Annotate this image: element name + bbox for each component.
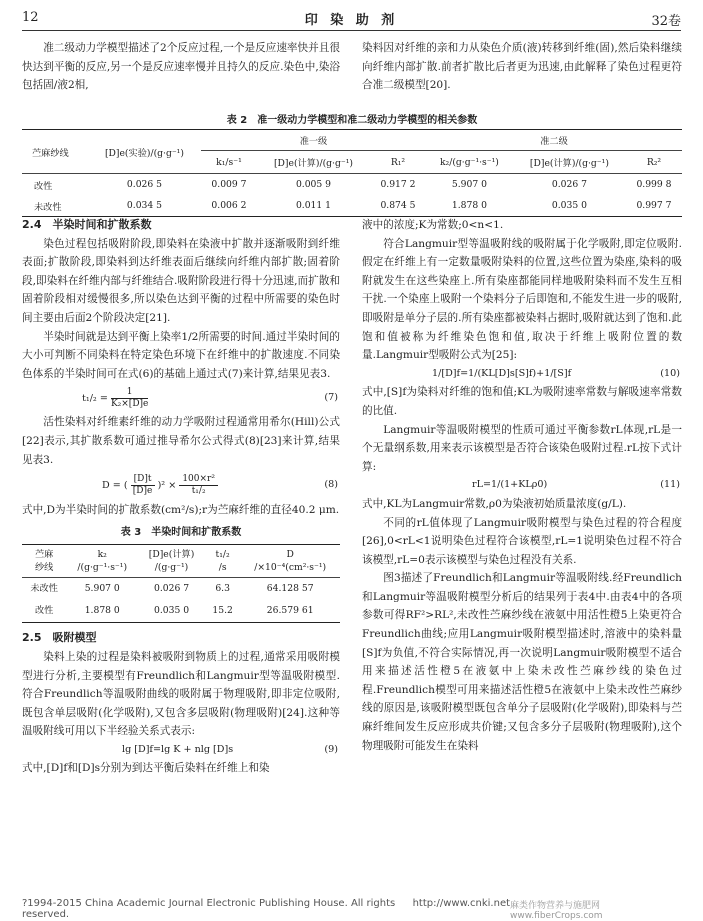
table-cell: 5.907 0 (84, 583, 120, 595)
equation-lhs: D = ( (102, 479, 128, 491)
paragraph: 染色过程包括吸附阶段,即染料在染液中扩散并逐渐吸附到纤维表面;扩散阶段,即染料到达纤维表面后继续向纤维内部扩散;固着阶段,即染料在纤维内部与纤维结合.吸附阶段进行得十分迅速,而扩散和固着阶段相对缓慢很多,所以染色达到平衡的过程中所需要的染色时间主要由后面2个阶段决定[21]. (22, 237, 340, 324)
paragraph: 式中,[S]f为染料对纤维的饱和值;KL为吸附速率常数与解吸速率常数的比值. (362, 386, 682, 417)
table-cell: 0.035 0 (551, 200, 587, 211)
section-heading-2-4: 2.4 半染时间和扩散系数 (22, 218, 152, 231)
col-header-yarn: 苎麻纱线 (22, 130, 88, 174)
paragraph: 准二级动力学模型描述了2个反应过程,一个是反应速率快并且很快达到平衡的反应,另一个是反应速率慢并且持久的反应.染色中,染浴包括固/液2相, (22, 42, 340, 92)
table-cell: 0.005 9 (295, 179, 332, 190)
table-cell: 0.026 7 (551, 179, 587, 190)
paragraph: 半染时间就是达到平衡上染率1/2所需要的时间.通过半染时间的大小可判断不同染料在特定染色环境下在纤维中的扩散速度.不同染色体系的半染时间可在式(6)的基础上通过式(7)来计算,结果见表3. (22, 330, 340, 380)
table-cell: 0.026 7 (153, 583, 190, 595)
table-cell: 改性 (34, 605, 54, 617)
paragraph: 图3描述了Freundlich和Langmuir等温吸附线.经Freundlich和Langmuir等温吸附模型分析后的结果列于表4中.由表4中的各项参数可得RF²>RL²,未改性苎麻纱线在液氨中用活性橙5上染更符合Freundlich曲线;应用Langmuir吸附模型描述时,溶液中的染料量[S]f为负值,不符合实际情况,再一次说明Langmuir吸附模型不适合用来描述活性橙5在液氨中上染未改性苎麻纱线的染色过程.Freundlich模型可用来描述活性橙5在液氨中上染未改性苎麻纱线的原因是,该吸附模型既包含单分子层吸附(化学吸附),即染料与苎麻纤维间发生反应形成共价键;又包含多分子层吸附(物理吸附),这个物理吸附可能发生在染料 (362, 572, 682, 752)
table-cell: 0.034 5 (126, 200, 162, 211)
group-header-first-order: 准一级 (201, 130, 426, 151)
equation-number: (8) (324, 478, 338, 490)
table-cell: 0.874 5 (380, 200, 416, 211)
table-cell: 0.009 7 (211, 179, 247, 190)
equation-operator: )² × (157, 479, 177, 491)
table-cell: 未改性 (30, 583, 58, 595)
equation-9 (22, 741, 340, 760)
table-cell: 0.997 7 (636, 200, 672, 211)
table-2 (22, 111, 682, 217)
paragraph: 不同的rL值体现了Langmuir吸附模型与染色过程的符合程度[26],0<rL<1说明染色过程符合该模型,rL=1说明染色过程不符合该模型,rL=0表示该模型与染色过程没有关系. (362, 516, 682, 566)
table-cell: 64.128 57 (266, 583, 314, 595)
table-3-grid (22, 544, 340, 623)
paragraph: 染料上染的过程是染料被吸附到物质上的过程,通常采用吸附模型进行分析,主要模型有Freundlich和Langmuir型等温吸附模型.符合Freundlich等温吸附曲线的吸附属于物理吸附,即非定位吸附,既包含单层吸附(化学吸附),又包含多层吸附(物理吸附)[24].这种等温吸附线可用以下半经验关系式表示: (22, 650, 340, 738)
col-header: k₂/(g·g⁻¹·s⁻¹) (426, 151, 513, 174)
equation-11 (362, 476, 682, 495)
paragraph: 液中的浓度;K为常数;0<n<1. (362, 219, 504, 231)
paragraph: 式中,D为半染时间的扩散系数(cm²/s);r为苎麻纤维的直径40.2 μm. (22, 504, 340, 517)
paragraph: 符合Langmuir型等温吸附线的吸附属于化学吸附,即定位吸附.假定在纤维上有一定数量吸附染料的位置,这些位置为染座,染料的吸附就发生在这些染座上.所有染座都能同样地吸附染料而不发生互相干扰.一个染座上吸附一个染料分子后即饱和,不能发生进一步的吸附,即吸附是单分子层的.所有染座都被染料占据时,吸附就达到了饱和.此饱和值被称为纤维染色饱和值,取决于纤维上吸附位置的数量.Langmuir型吸附公式为[25]: (362, 237, 682, 362)
paragraph: 式中,KL为Langmuir常数,ρ0为染液初始质量浓度(g/L). (362, 497, 627, 510)
table-cell: 1.878 0 (451, 200, 487, 211)
group-header-second-order: 准二级 (426, 130, 682, 151)
right-column (362, 216, 682, 755)
top-left-text (22, 39, 340, 95)
denominator: t₁/₂ (191, 485, 206, 496)
table-cell: 0.026 5 (126, 179, 162, 190)
volume-label: 32卷 (651, 14, 681, 29)
equation-body: 1/[D]f=1/(KL[D]s[S]f)+1/[S]f (432, 367, 572, 379)
page-number: 12 (22, 10, 39, 25)
table-cell: 改性 (34, 180, 53, 192)
numerator: 100×r² (179, 474, 218, 486)
table-2-caption: 表 2 准一级动力学模型和准二级动力学模型的相关参数 (226, 115, 478, 126)
table-cell: 5.907 0 (451, 179, 487, 190)
numerator: [D]t (131, 474, 155, 486)
col-header: 苎麻 纱线 (22, 545, 66, 578)
col-header: R₂² (626, 151, 682, 174)
table-row (22, 195, 682, 217)
equation-number: (11) (660, 479, 680, 491)
top-right-text (362, 39, 682, 95)
equation-lhs: t₁/₂ = (82, 392, 108, 404)
col-header: k₁/s⁻¹ (201, 151, 257, 174)
equation-8 (22, 469, 340, 501)
numerator: 1 (111, 387, 148, 399)
table-cell: 未改性 (34, 201, 62, 213)
col-header: D /×10⁻⁴(cm²·s⁻¹) (240, 545, 340, 578)
table-row (22, 174, 682, 196)
col-header: R₁² (370, 151, 426, 174)
table-cell: 1.878 0 (84, 605, 120, 617)
table-cell: 0.006 2 (211, 200, 247, 211)
col-header: t₁/₂ /s (205, 545, 240, 578)
table-row (22, 578, 340, 601)
col-header: [D]e(计算)/(g·g⁻¹) (513, 151, 626, 174)
copyright-notice: ?1994-2015 China Academic Journal Electronic Publishing House. All rights reserved. (22, 898, 396, 920)
col-header: [D]e(计算) /(g·g⁻¹) (138, 545, 205, 578)
fraction (179, 474, 218, 497)
fraction (111, 387, 148, 410)
table-cell: 0.999 8 (636, 179, 672, 190)
col-header: k₂ /(g·g⁻¹·s⁻¹) (66, 545, 138, 578)
table-2-grid (22, 129, 682, 217)
col-header-de-exp: [D]e(实验)/(g·g⁻¹) (88, 130, 201, 174)
denominator: [D]e (132, 485, 153, 496)
table-3 (22, 524, 340, 624)
equation-body: rL=1/(1+KLρ0) (472, 479, 548, 491)
table-cell: 6.3 (215, 583, 230, 595)
equation-10 (362, 365, 682, 384)
fraction (131, 474, 155, 497)
equation-body: lg [D]f=lg K + nlg [D]s (122, 743, 234, 755)
table-3-caption: 表 3 半染时间和扩散系数 (120, 526, 242, 538)
table-cell: 0.011 1 (295, 200, 332, 211)
page-footer (22, 898, 681, 921)
table-cell: 0.917 2 (380, 179, 416, 190)
equation-7 (22, 383, 340, 413)
paragraph: 染料因对纤维的亲和力从染色介质(液)转移到纤维(固),然后染料继续向纤维内部扩散.前者扩散比后者更为迅速,由此解释了染色过程更符合准二级模型[20]. (362, 42, 682, 92)
left-column (22, 216, 340, 778)
denominator: K₂×[D]e (110, 398, 149, 409)
journal-name: 印 染 助 剂 (304, 13, 399, 28)
table-cell: 26.579 61 (266, 605, 314, 617)
watermark: 麻类作物营养与施肥网 www.fiberCrops.com (510, 901, 603, 921)
running-header (22, 8, 681, 31)
equation-number: (7) (324, 392, 338, 404)
paragraph: Langmuir等温吸附模型的性质可通过平衡参数rL体现,rL是一个无量纲系数,用来表示该模型是否符合该染色吸附过程.rL按下式计算: (362, 423, 682, 473)
equation-number: (9) (324, 743, 338, 755)
table-row (22, 600, 340, 623)
table-cell: 15.2 (212, 605, 233, 617)
col-header: [D]e(计算)/(g·g⁻¹) (257, 151, 370, 174)
equation-number: (10) (660, 367, 680, 379)
table-cell: 0.035 0 (153, 605, 190, 617)
section-heading-2-5: 2.5 吸附模型 (22, 631, 97, 645)
footer-url: http://www.cnki.net (412, 898, 511, 909)
paragraph: 活性染料对纤维素纤维的动力学吸附过程通常用希尔(Hill)公式[22]表示,其扩散系数可通过推导希尔公式得式(8)[23]来计算,结果见表3. (22, 416, 340, 466)
paragraph: 式中,[D]f和[D]s分别为到达平衡后染料在纤维上和染 (22, 762, 270, 775)
